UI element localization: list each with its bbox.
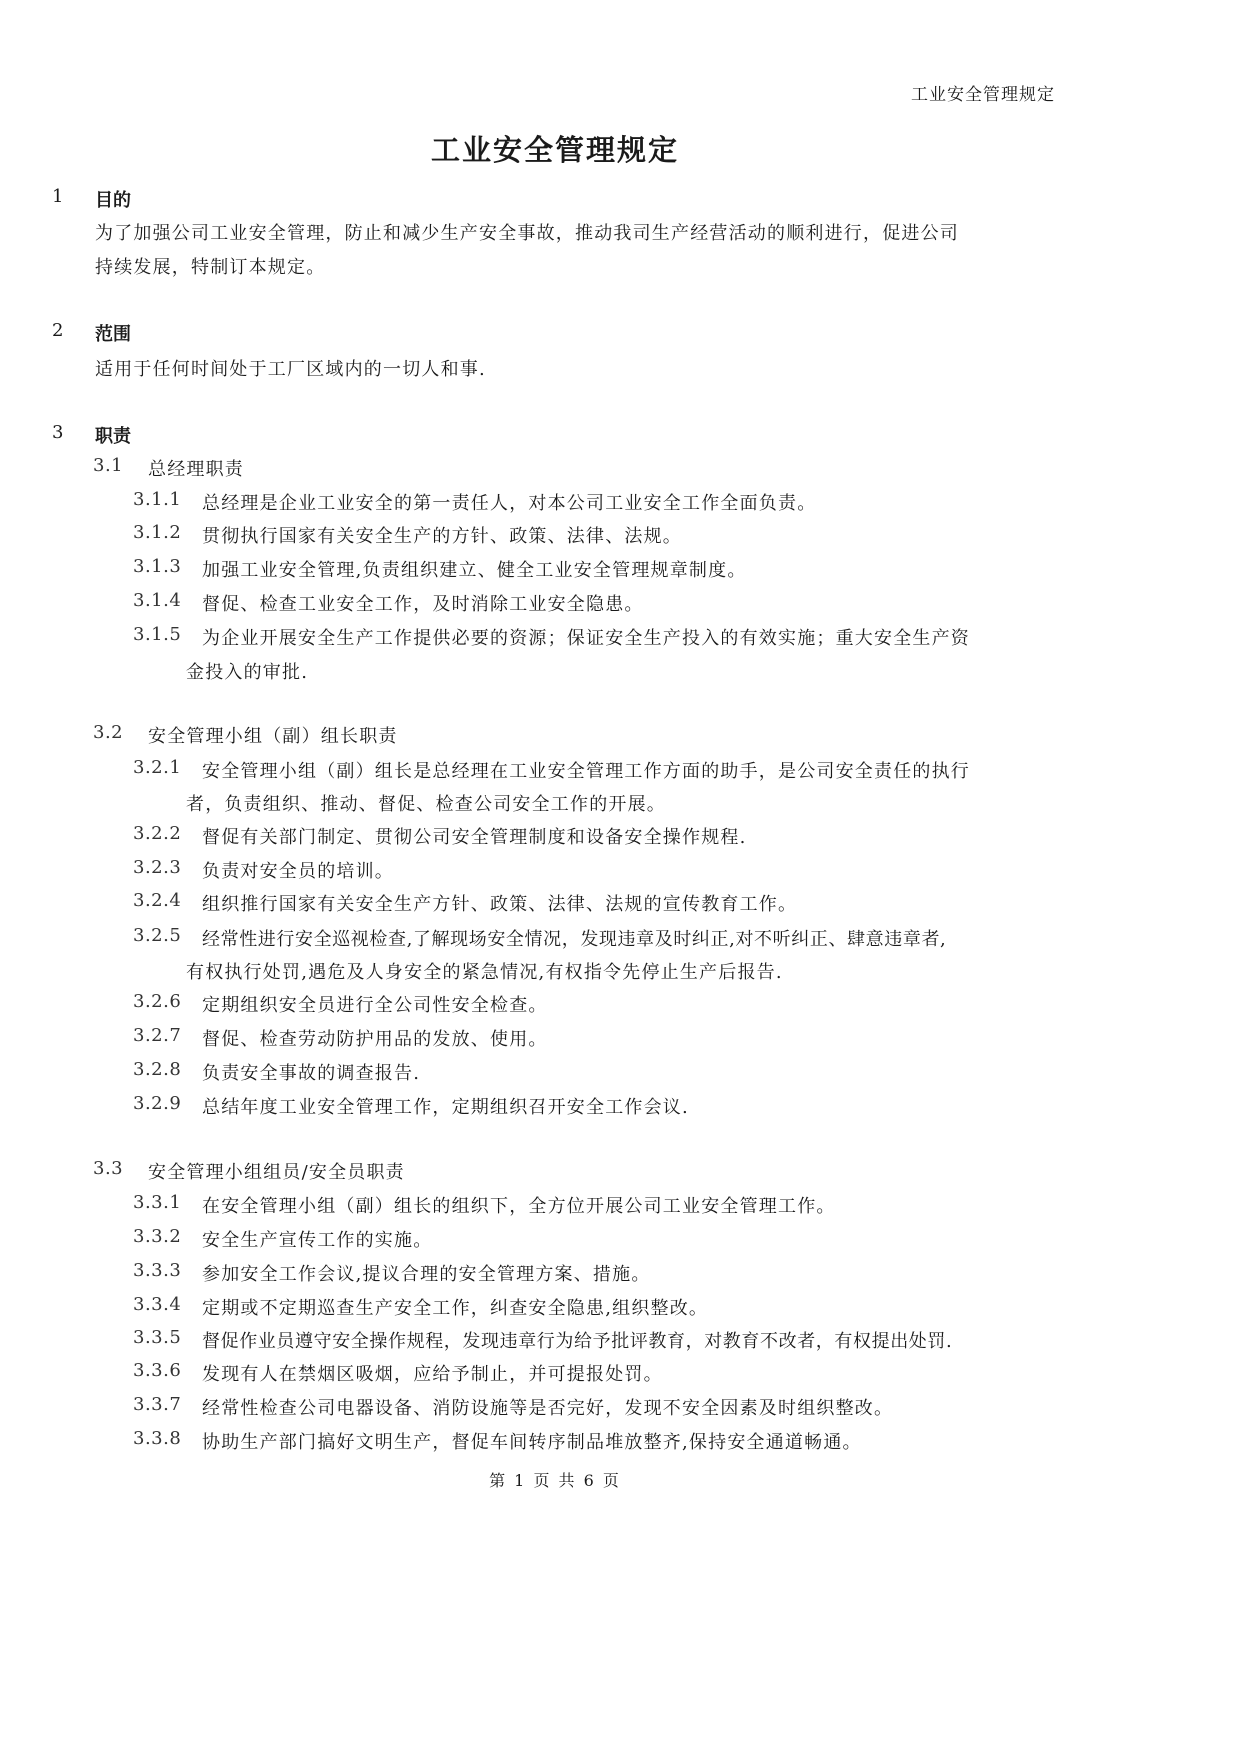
item-number: 3.3.2 xyxy=(133,1226,182,1247)
item-text: 督促有关部门制定、贯彻公司安全管理制度和设备安全操作规程. xyxy=(202,827,747,848)
item-number: 3.3.1 xyxy=(133,1192,182,1213)
item-text: 负责安全事故的调查报告. xyxy=(202,1063,421,1084)
subsection-number: 3.2 xyxy=(93,722,124,743)
item-number: 3.3.7 xyxy=(133,1394,182,1415)
item-text: 为企业开展安全生产工作提供必要的资源；保证安全生产投入的有效实施；重大安全生产资 xyxy=(202,628,970,649)
item-text: 安全管理小组（副）组长是总经理在工业安全管理工作方面的助手，是公司安全责任的执行 xyxy=(202,761,970,782)
item-number: 3.2.8 xyxy=(133,1059,182,1080)
section-number: 3 xyxy=(52,422,64,443)
item-number: 3.2.7 xyxy=(133,1025,182,1046)
subsection-title: 总经理职责 xyxy=(148,459,244,480)
subsection-title: 安全管理小组组员/安全员职责 xyxy=(148,1162,405,1183)
paragraph-line: 持续发展，特制订本规定。 xyxy=(95,257,326,278)
item-number: 3.2.5 xyxy=(133,925,182,946)
item-number: 3.2.3 xyxy=(133,857,182,878)
paragraph-line: 为了加强公司工业安全管理，防止和减少生产安全事故，推动我司生产经营活动的顺利进行，促进公司 xyxy=(95,223,959,244)
item-text: 总经理是企业工业安全的第一责任人，对本公司工业安全工作全面负责。 xyxy=(202,493,817,514)
section-number: 2 xyxy=(52,320,64,341)
running-header: 工业安全管理规定 xyxy=(911,85,1055,105)
item-number: 3.3.5 xyxy=(133,1327,182,1348)
item-number: 3.2.4 xyxy=(133,890,182,911)
item-number: 3.2.1 xyxy=(133,757,182,778)
item-text: 贯彻执行国家有关安全生产的方针、政策、法律、法规。 xyxy=(202,526,682,547)
item-text: 组织推行国家有关安全生产方针、政策、法律、法规的宣传教育工作。 xyxy=(202,894,798,915)
item-text: 安全生产宣传工作的实施。 xyxy=(202,1230,433,1251)
item-text: 总结年度工业安全管理工作，定期组织召开安全工作会议. xyxy=(202,1097,689,1118)
item-text-continuation: 金投入的审批. xyxy=(186,662,309,683)
item-text-continuation: 者，负责组织、推动、督促、检查公司安全工作的开展。 xyxy=(186,794,666,815)
item-text: 定期或不定期巡查生产安全工作，纠查安全隐患,组织整改。 xyxy=(202,1298,709,1319)
item-number: 3.1.2 xyxy=(133,522,182,543)
item-text: 定期组织安全员进行全公司性安全检查。 xyxy=(202,995,548,1016)
item-text: 经常性检查公司电器设备、消防设施等是否完好，发现不安全因素及时组织整改。 xyxy=(202,1398,894,1419)
item-number: 3.2.6 xyxy=(133,991,182,1012)
item-number: 3.1.1 xyxy=(133,489,182,510)
section-title: 职责 xyxy=(95,426,131,447)
item-text: 在安全管理小组（副）组长的组织下，全方位开展公司工业安全管理工作。 xyxy=(202,1196,836,1217)
section-title: 范围 xyxy=(95,324,131,345)
subsection-title: 安全管理小组（副）组长职责 xyxy=(148,726,398,747)
subsection-number: 3.3 xyxy=(93,1158,124,1179)
item-number: 3.1.5 xyxy=(133,624,182,645)
page-footer: 第 1 页 共 6 页 xyxy=(489,1471,621,1490)
item-text: 参加安全工作会议,提议合理的安全管理方案、措施。 xyxy=(202,1264,651,1285)
item-number: 3.2.9 xyxy=(133,1093,182,1114)
item-number: 3.1.3 xyxy=(133,556,182,577)
section-number: 1 xyxy=(52,186,64,207)
paragraph-line: 适用于任何时间处于工厂区域内的一切人和事. xyxy=(95,359,486,380)
item-number: 3.2.2 xyxy=(133,823,182,844)
item-number: 3.3.8 xyxy=(133,1428,182,1449)
item-number: 3.1.4 xyxy=(133,590,182,611)
item-number: 3.3.6 xyxy=(133,1360,182,1381)
item-number: 3.3.3 xyxy=(133,1260,182,1281)
item-text-continuation: 有权执行处罚,遇危及人身安全的紧急情况,有权指令先停止生产后报告. xyxy=(186,962,783,983)
item-text: 督促、检查工业安全工作，及时消除工业安全隐患。 xyxy=(202,594,644,615)
document-title: 工业安全管理规定 xyxy=(430,133,679,167)
item-number: 3.3.4 xyxy=(133,1294,182,1315)
section-title: 目的 xyxy=(95,190,131,211)
item-text: 加强工业安全管理,负责组织建立、健全工业安全管理规章制度。 xyxy=(202,560,747,581)
item-text: 督促作业员遵守安全操作规程，发现违章行为给予批评教育，对教育不改者，有权提出处罚. xyxy=(202,1331,953,1352)
item-text: 发现有人在禁烟区吸烟，应给予制止，并可提报处罚。 xyxy=(202,1364,663,1385)
item-text: 协助生产部门搞好文明生产，督促车间转序制品堆放整齐,保持安全通道畅通。 xyxy=(202,1432,862,1453)
item-text: 负责对安全员的培训。 xyxy=(202,861,394,882)
subsection-number: 3.1 xyxy=(93,455,124,476)
item-text: 督促、检查劳动防护用品的发放、使用。 xyxy=(202,1029,548,1050)
item-text: 经常性进行安全巡视检查,了解现场安全情况，发现违章及时纠正,对不听纠正、肆意违章者, xyxy=(202,929,947,950)
